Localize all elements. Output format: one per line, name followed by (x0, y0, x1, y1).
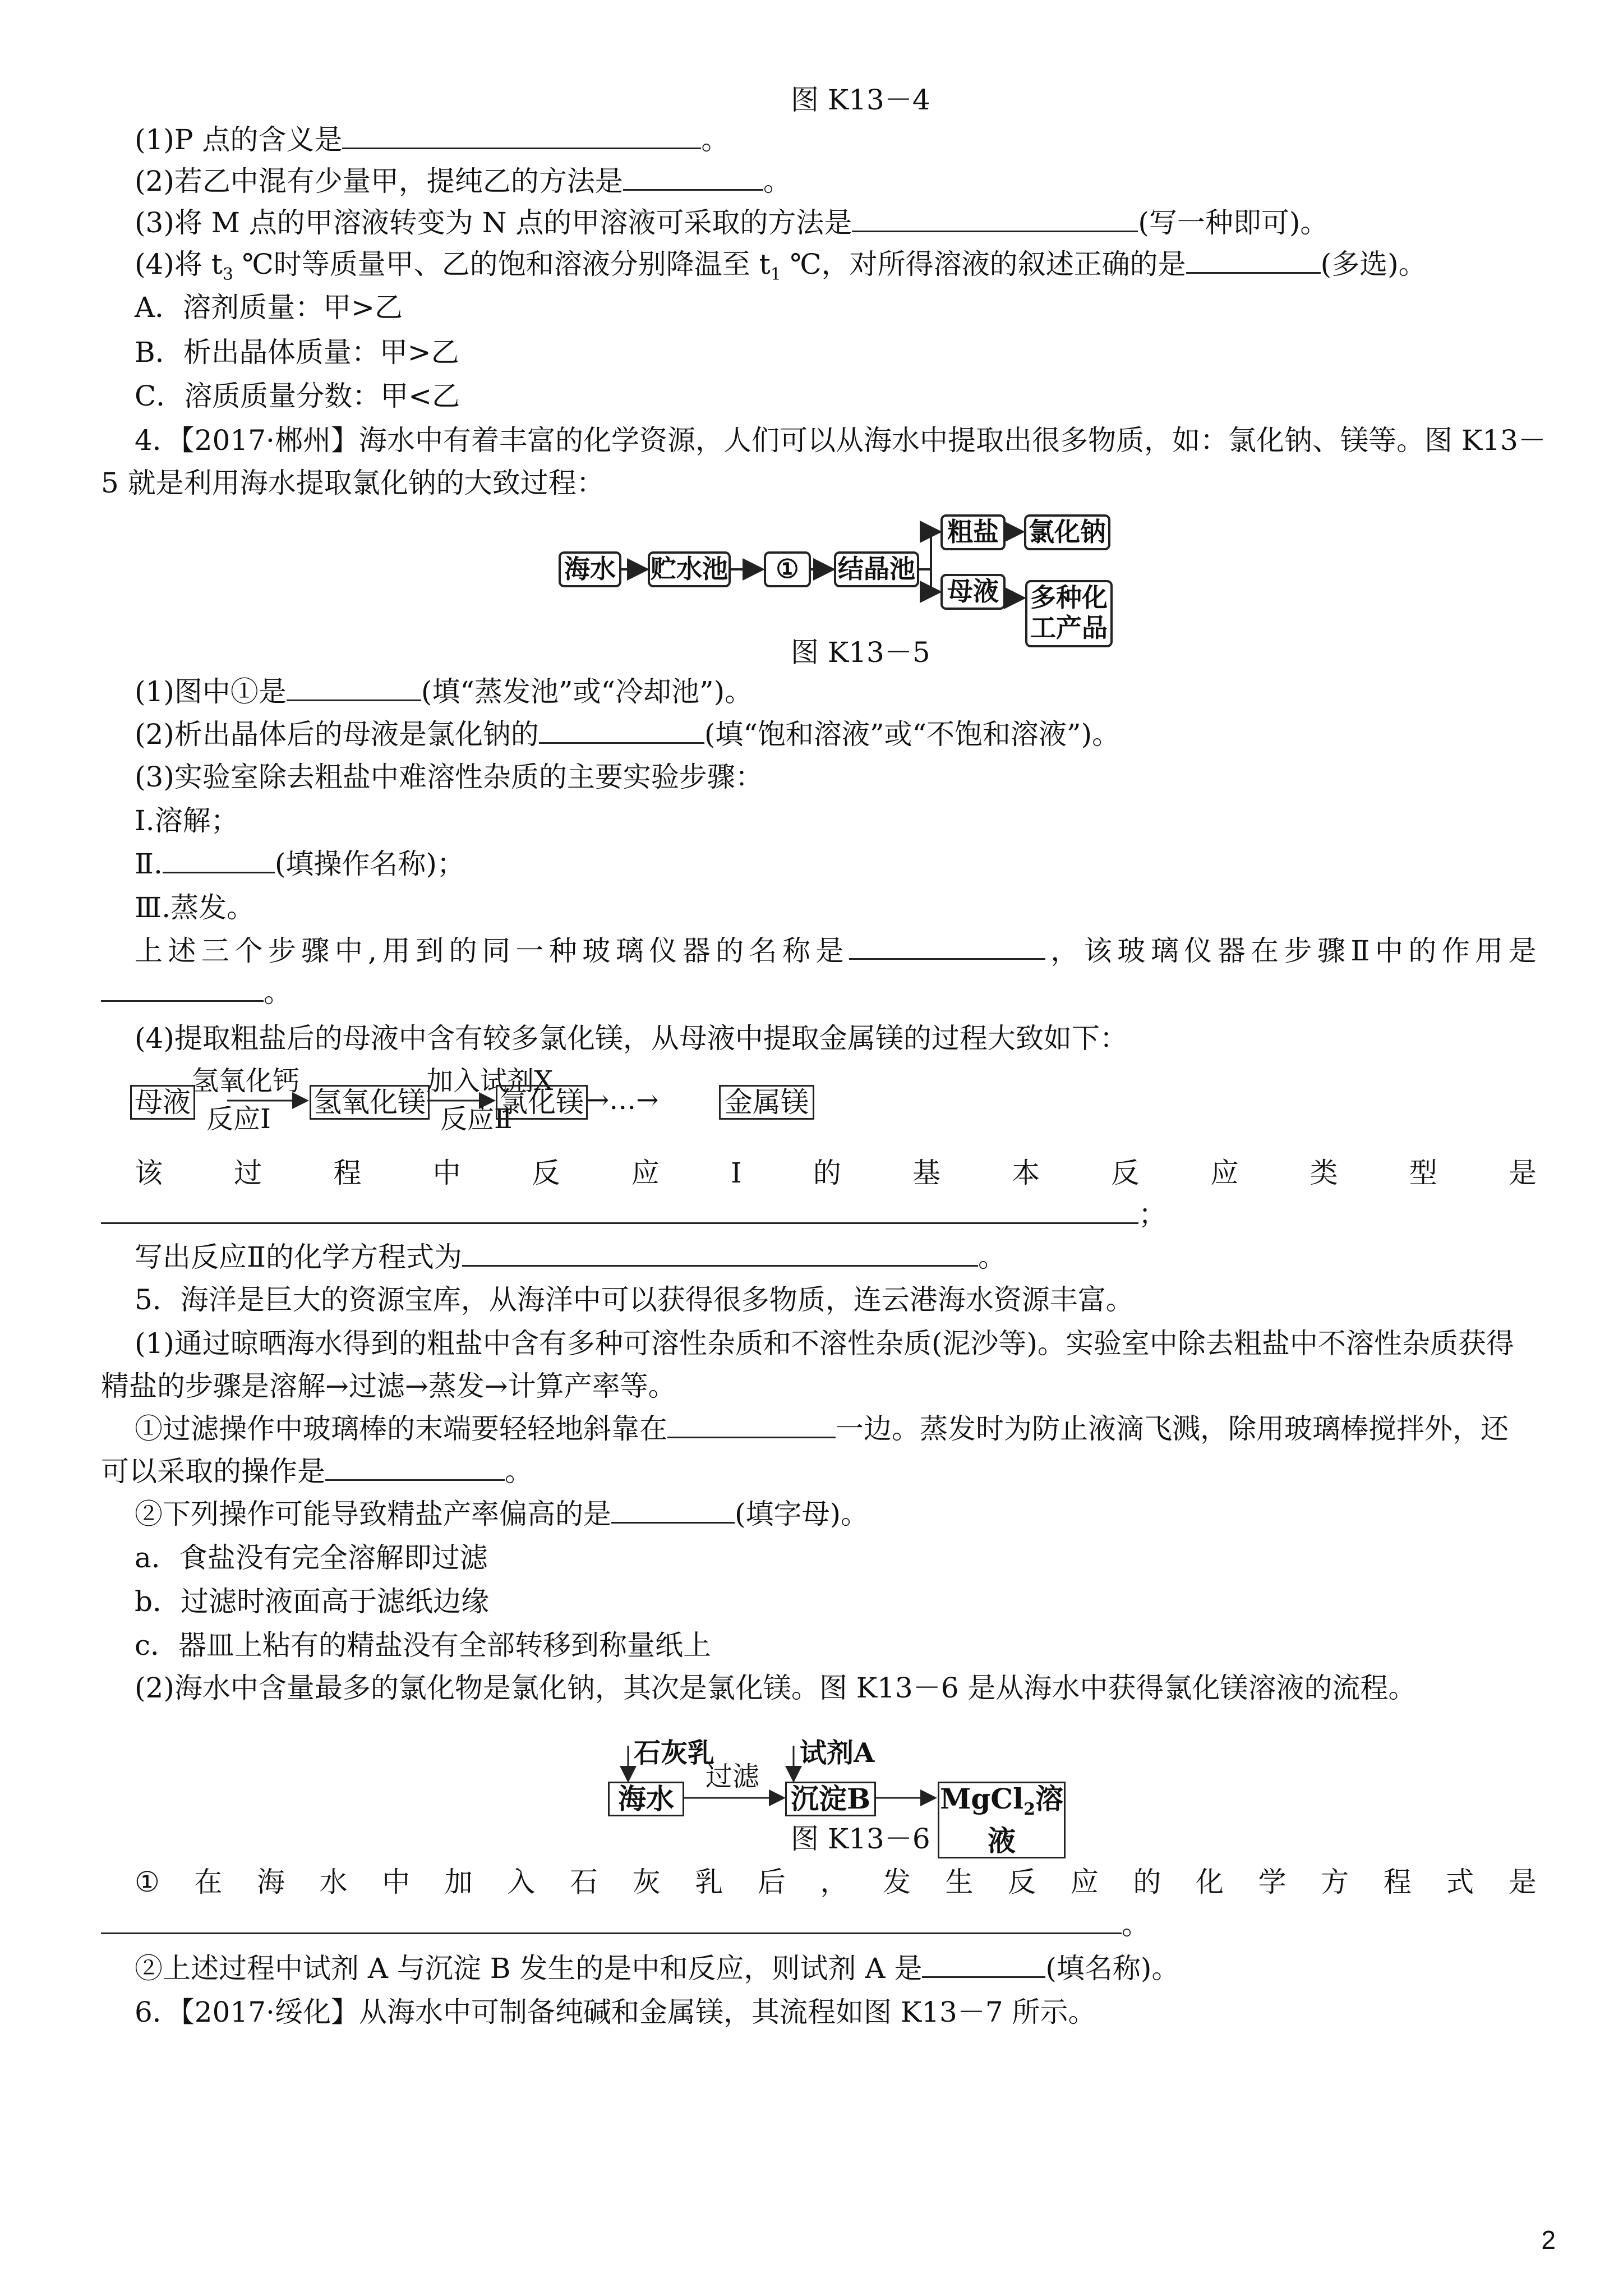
q3-part4: (4)将 $t_3$ ℃时等质量甲、乙的饱和溶液分别降温至 $t_1$ ℃，对所得溶液的叙述正确的是 (多选)。 (135, 246, 1570, 293)
answer-blank[interactable] (287, 674, 421, 701)
answer-blank[interactable] (462, 1239, 978, 1267)
q3-part1: (1)P 点的含义是 。 (135, 121, 1570, 158)
q3-part2: (2)若乙中混有少量甲，提纯乙的方法是 。 (135, 163, 1570, 200)
q4-reaction-type-question: 该 过 程 中 反 应 Ⅰ 的 基 本 反 应 类 型 是 (135, 1157, 1537, 1189)
mg-flow-mgoh2: 氢氧化镁 (310, 1085, 430, 1120)
q6-intro: 6．【2017·绥化】从海水中可制备纯碱和金属镁，其流程如图 K13－7 所示。 (135, 1996, 1096, 2028)
page-number: 2 (1541, 2225, 1556, 2254)
q4-part1: (1)图中①是 (填“蒸发池”或“冷却池”)。 (135, 673, 1570, 710)
mg-flow-reagent2: 加入试剂X (426, 1065, 554, 1097)
q4-step-i: Ⅰ.溶解； (135, 804, 239, 837)
q3-part3: (3)将 M 点的甲溶液转变为 N 点的甲溶液可采取的方法是 (写一种即可)。 (135, 204, 1570, 241)
fig6-node-mgcl2: MgCl$_2$溶液 (938, 1782, 1066, 1858)
mg-flow-mgcl2: 氯化镁 (496, 1085, 588, 1120)
figure-caption-k13-5: 图 K13－5 (791, 636, 930, 669)
flow-node-crystal-pool: 结晶池 (834, 551, 919, 587)
q4-part3-question: 上 述 三 个 步 骤 中 , 用 到 的 同 一 种 玻 璃 仪 器 的 名 称 是 ， 该 玻 璃 仪 器 在 步 骤 Ⅱ 中 的 作 用 是 (135, 932, 1537, 969)
q4-step-ii: Ⅱ. (填操作名称)； (135, 845, 1570, 882)
q5-reagent-question: ②上述过程中试剂 A 与沉淀 B 发生的是中和反应，则试剂 A 是 (填名称)。 (135, 1950, 1570, 1987)
answer-blank[interactable] (667, 1411, 836, 1438)
q4-part3-continued: 。 (101, 974, 1537, 1011)
q5-sub1-line1: ①过滤操作中玻璃棒的末端要轻轻地斜靠在 一边。蒸发时为防止液滴飞溅，除用玻璃棒搅拌外，还 (135, 1410, 1570, 1447)
flow-node-step1: ① (764, 551, 811, 587)
q5-part1-line1: (1)通过晾晒海水得到的粗盐中含有多种可溶性杂质和不溶性杂质(泥沙等)。实验室中除去粗盐中不溶性杂质获得 (135, 1327, 1514, 1360)
answer-blank[interactable] (101, 1197, 1138, 1224)
q4-part2: (2)析出晶体后的母液是氯化钠的 (填“饱和溶液”或“不饱和溶液”)。 (135, 716, 1570, 753)
answer-blank[interactable] (539, 716, 704, 744)
q4-part4: (4)提取粗盐后的母液中含有较多氯化镁，从母液中提取金属镁的过程大致如下： (135, 1022, 1128, 1055)
mg-flow-mg: 金属镁 (719, 1085, 814, 1120)
answer-blank[interactable] (852, 205, 1138, 232)
q5-equation-question: ① 在 海 水 中 加 入 石 灰 乳 后 ， 发 生 反 应 的 化 学 方 程 式 是 (135, 1866, 1537, 1898)
q5-sub1-line2: 可以采取的操作是 。 (101, 1453, 1537, 1490)
fig6-filter-label: 过滤 (706, 1761, 760, 1792)
answer-blank[interactable] (1186, 246, 1321, 274)
answer-blank[interactable] (163, 846, 275, 873)
mg-flow-mother-liquor: 母液 (130, 1085, 195, 1120)
answer-blank[interactable] (611, 1496, 735, 1524)
answer-blank[interactable] (922, 1950, 1045, 1978)
q4-intro-line1: 4．【2017·郴州】海水中有着丰富的化学资源，人们可以从海水中提取出很多物质，如：氯化钠、镁等。图 K13－ (135, 424, 1546, 457)
mg-flow-ellipsis: →…→ (587, 1084, 659, 1116)
q4-reaction-type-blank: ； (101, 1196, 1537, 1233)
flow-node-crude-salt: 粗盐 (940, 514, 1006, 550)
fig6-reagent-a-label: 试剂A (800, 1737, 875, 1769)
flow-node-mother-liquor: 母液 (940, 574, 1006, 610)
mg-flow-reaction2: 反应Ⅱ (440, 1103, 513, 1135)
q3-option-b: B．析出晶体质量：甲>乙 (135, 336, 459, 369)
q5-option-a: a．食盐没有完全溶解即过滤 (135, 1542, 488, 1574)
figure-caption-k13-4: 图 K13－4 (791, 84, 930, 116)
answer-blank[interactable] (101, 1907, 1122, 1934)
flow-node-nacl: 氯化钠 (1024, 514, 1110, 550)
answer-blank[interactable] (342, 122, 701, 149)
q4-intro-line2: 5 就是利用海水提取氯化钠的大致过程： (101, 467, 605, 499)
fig6-node-precip-b: 沉淀B (785, 1782, 876, 1816)
q5-equation-blank: 。 (101, 1906, 1537, 1943)
fig6-node-seawater: 海水 (608, 1782, 684, 1816)
answer-blank[interactable] (101, 974, 264, 1002)
flow-node-seawater: 海水 (559, 551, 621, 587)
q4-part3: (3)实验室除去粗盐中难溶性杂质的主要实验步骤： (135, 761, 763, 793)
answer-blank[interactable] (849, 932, 1045, 960)
q5-sub2: ②下列操作可能导致精盐产率偏高的是 (填字母)。 (135, 1496, 1570, 1533)
q5-intro: 5．海洋是巨大的资源宝库，从海洋中可以获得很多物质，连云港海水资源丰富。 (135, 1283, 1134, 1316)
q4-step-iii: Ⅲ.蒸发。 (135, 891, 255, 924)
fig6-lime-label: 石灰乳 (634, 1737, 715, 1769)
q4-equation: 写出反应Ⅱ的化学方程式为 。 (135, 1239, 1570, 1276)
q3-option-a: A．溶剂质量：甲>乙 (135, 291, 403, 324)
mg-flow-reaction1: 反应Ⅰ (206, 1103, 271, 1135)
flow-node-reservoir: 贮水池 (648, 551, 731, 587)
mg-flow-reagent1: 氢氧化钙 (192, 1065, 300, 1097)
q3-option-c: C．溶质质量分数：甲<乙 (135, 380, 460, 412)
figure-caption-k13-6: 图 K13－6 (791, 1823, 930, 1855)
flow-node-chem-products: 多种化工产品 (1025, 580, 1113, 647)
answer-blank[interactable] (325, 1453, 505, 1481)
q5-option-c: c．器皿上粘有的精盐没有全部转移到称量纸上 (135, 1629, 712, 1662)
q5-option-b: b．过滤时液面高于滤纸边缘 (135, 1585, 490, 1618)
q5-part1-line2: 精盐的步骤是溶解→过滤→蒸发→计算产率等。 (101, 1370, 676, 1402)
q5-part2: (2)海水中含量最多的氯化物是氯化钠，其次是氯化镁。图 K13－6 是从海水中获得氯化镁溶液的流程。 (135, 1672, 1417, 1704)
answer-blank[interactable] (623, 163, 763, 191)
